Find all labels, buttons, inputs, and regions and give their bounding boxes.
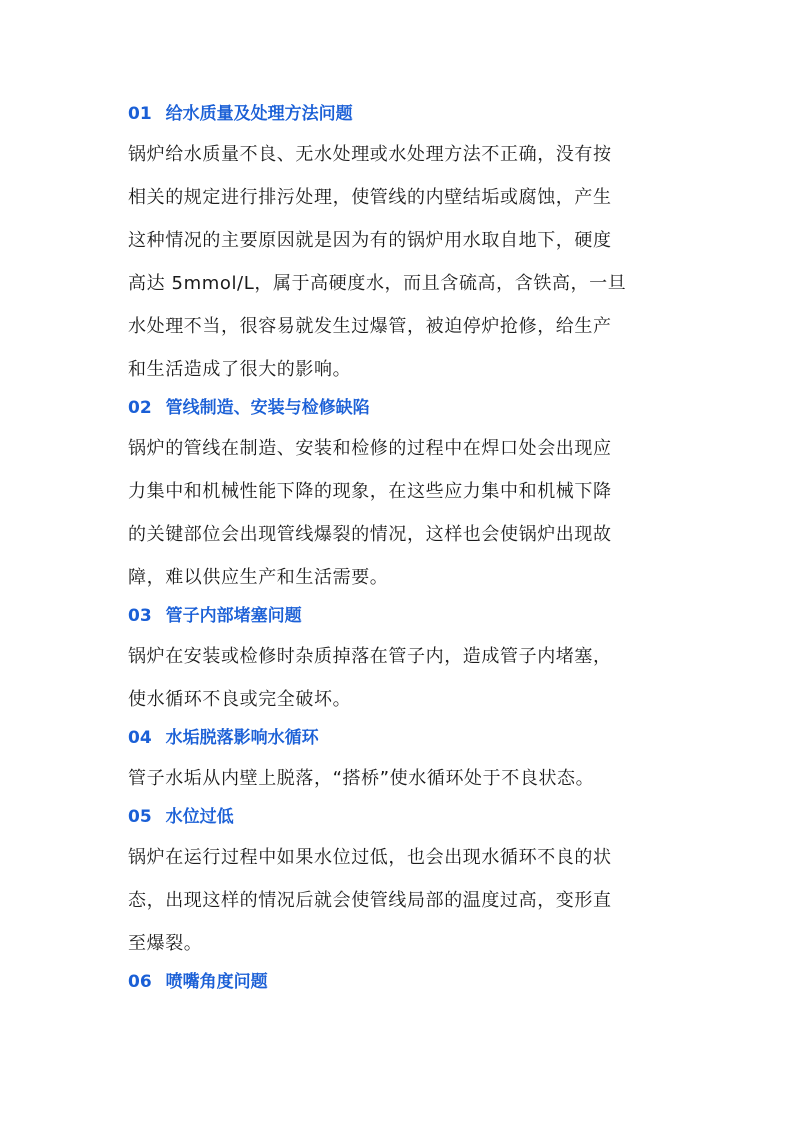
text-line: 的关键部位会出现管线爆裂的情况，这样也会使锅炉出现故 — [128, 524, 612, 545]
section-05 — [128, 803, 668, 968]
section-number: 01 — [128, 104, 152, 124]
paragraph — [128, 635, 668, 721]
section-heading — [128, 100, 668, 128]
section-06 — [128, 968, 668, 996]
text-line: 管子水垢从内壁上脱落，“搭桥”使水循环处于不良状态。 — [128, 768, 595, 789]
section-heading — [128, 968, 668, 996]
section-02 — [128, 394, 668, 602]
text-line: 锅炉在安装或检修时杂质掉落在管子内，造成管子内堵塞， — [128, 646, 612, 667]
section-01 — [128, 100, 668, 394]
text-line: 障，难以供应生产和生活需要。 — [128, 567, 389, 588]
section-number: 04 — [128, 728, 152, 748]
text-line: 使水循环不良或完全破坏。 — [128, 689, 352, 710]
text-line: 和生活造成了很大的影响。 — [128, 359, 352, 380]
section-number: 05 — [128, 807, 152, 827]
section-heading — [128, 724, 668, 752]
text-line: 高达 5mmol/L，属于高硬度水，而且含硫高，含铁高，一旦 — [128, 273, 627, 294]
document-page — [128, 100, 668, 996]
section-04 — [128, 724, 668, 803]
section-heading — [128, 602, 668, 630]
paragraph — [128, 427, 668, 599]
section-title: 管子内部堵塞问题 — [165, 606, 302, 626]
text-line: 相关的规定进行排污处理，使管线的内壁结垢或腐蚀，产生 — [128, 187, 612, 208]
section-heading — [128, 394, 668, 422]
section-title: 水位过低 — [165, 807, 234, 827]
text-line: 这种情况的主要原因就是因为有的锅炉用水取自地下，硬度 — [128, 230, 612, 251]
section-title: 水垢脱落影响水循环 — [165, 728, 319, 748]
paragraph — [128, 836, 668, 965]
section-heading — [128, 803, 668, 831]
text-line: 态，出现这样的情况后就会使管线局部的温度过高，变形直 — [128, 890, 612, 911]
section-number: 02 — [128, 398, 152, 418]
text-line: 水处理不当，很容易就发生过爆管，被迫停炉抢修，给生产 — [128, 316, 612, 337]
paragraph — [128, 133, 668, 391]
section-number: 03 — [128, 606, 152, 626]
text-line: 至爆裂。 — [128, 933, 203, 954]
text-line: 力集中和机械性能下降的现象，在这些应力集中和机械下降 — [128, 481, 612, 502]
text-line: 锅炉给水质量不良、无水处理或水处理方法不正确，没有按 — [128, 144, 612, 165]
section-title: 管线制造、安装与检修缺陷 — [165, 398, 370, 418]
section-number: 06 — [128, 972, 152, 992]
paragraph — [128, 757, 668, 800]
section-title: 喷嘴角度问题 — [165, 972, 268, 992]
section-03 — [128, 602, 668, 724]
text-line: 锅炉的管线在制造、安装和检修的过程中在焊口处会出现应 — [128, 438, 612, 459]
section-title: 给水质量及处理方法问题 — [165, 104, 353, 124]
text-line: 锅炉在运行过程中如果水位过低，也会出现水循环不良的状 — [128, 847, 612, 868]
